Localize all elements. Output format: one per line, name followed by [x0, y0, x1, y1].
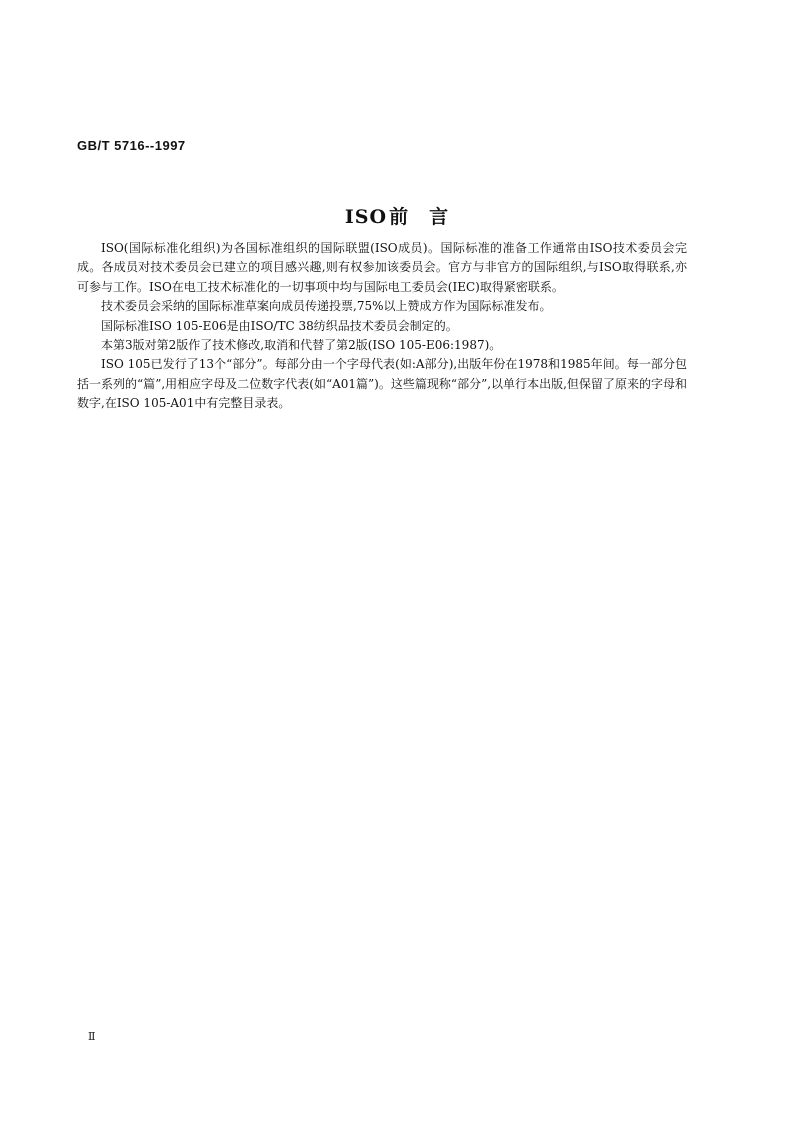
paragraph-voting: 技术委员会采纳的国际标准草案向成员传递投票,75%以上赞成方作为国际标准发布。 — [101, 299, 552, 314]
title-iso: ISO — [344, 206, 388, 228]
paragraph-committee: 国际标准ISO 105-E06是由ISO/TC 38纺织品技术委员会制定的。 — [101, 318, 458, 333]
paragraph-iso-intro: ISO(国际标准化组织)为各国标准组织的国际联盟(ISO成员)。国际标准的准备工作通常由ISO技术委员会完成。各成员对技术委员会已建立的项目感兴趣,则有权参加该委员会。官方与非官方的国际组织,与ISO取得联系,亦可参与工作。ISO在电工技术标准化的一切事项中均与国际电工委员会(IEC)取得紧密联系。 — [77, 241, 687, 294]
title-word-2: 言 — [429, 206, 450, 228]
foreword-body — [77, 239, 687, 414]
paragraph-parts: ISO 105已发行了13个“部分”。每部分由一个字母代表(如:A部分),出版年份在1978和1985年间。每一部分包括一系列的“篇”,用相应字母及二位数字代表(如“A01篇”)。这些篇现称“部分”,以单行本出版,但保留了原来的字母和数字,在ISO 105-A01中有完整目录表。 — [77, 357, 687, 411]
standard-code: GB/T 5716--1997 — [77, 138, 186, 153]
title-word-1: 前 — [389, 206, 410, 228]
page-title — [0, 202, 794, 229]
paragraph-edition: 本第3版对第2版作了技术修改,取消和代替了第2版(ISO 105-E06:1987)。 — [101, 338, 502, 353]
page-number: Ⅱ — [88, 1030, 96, 1043]
